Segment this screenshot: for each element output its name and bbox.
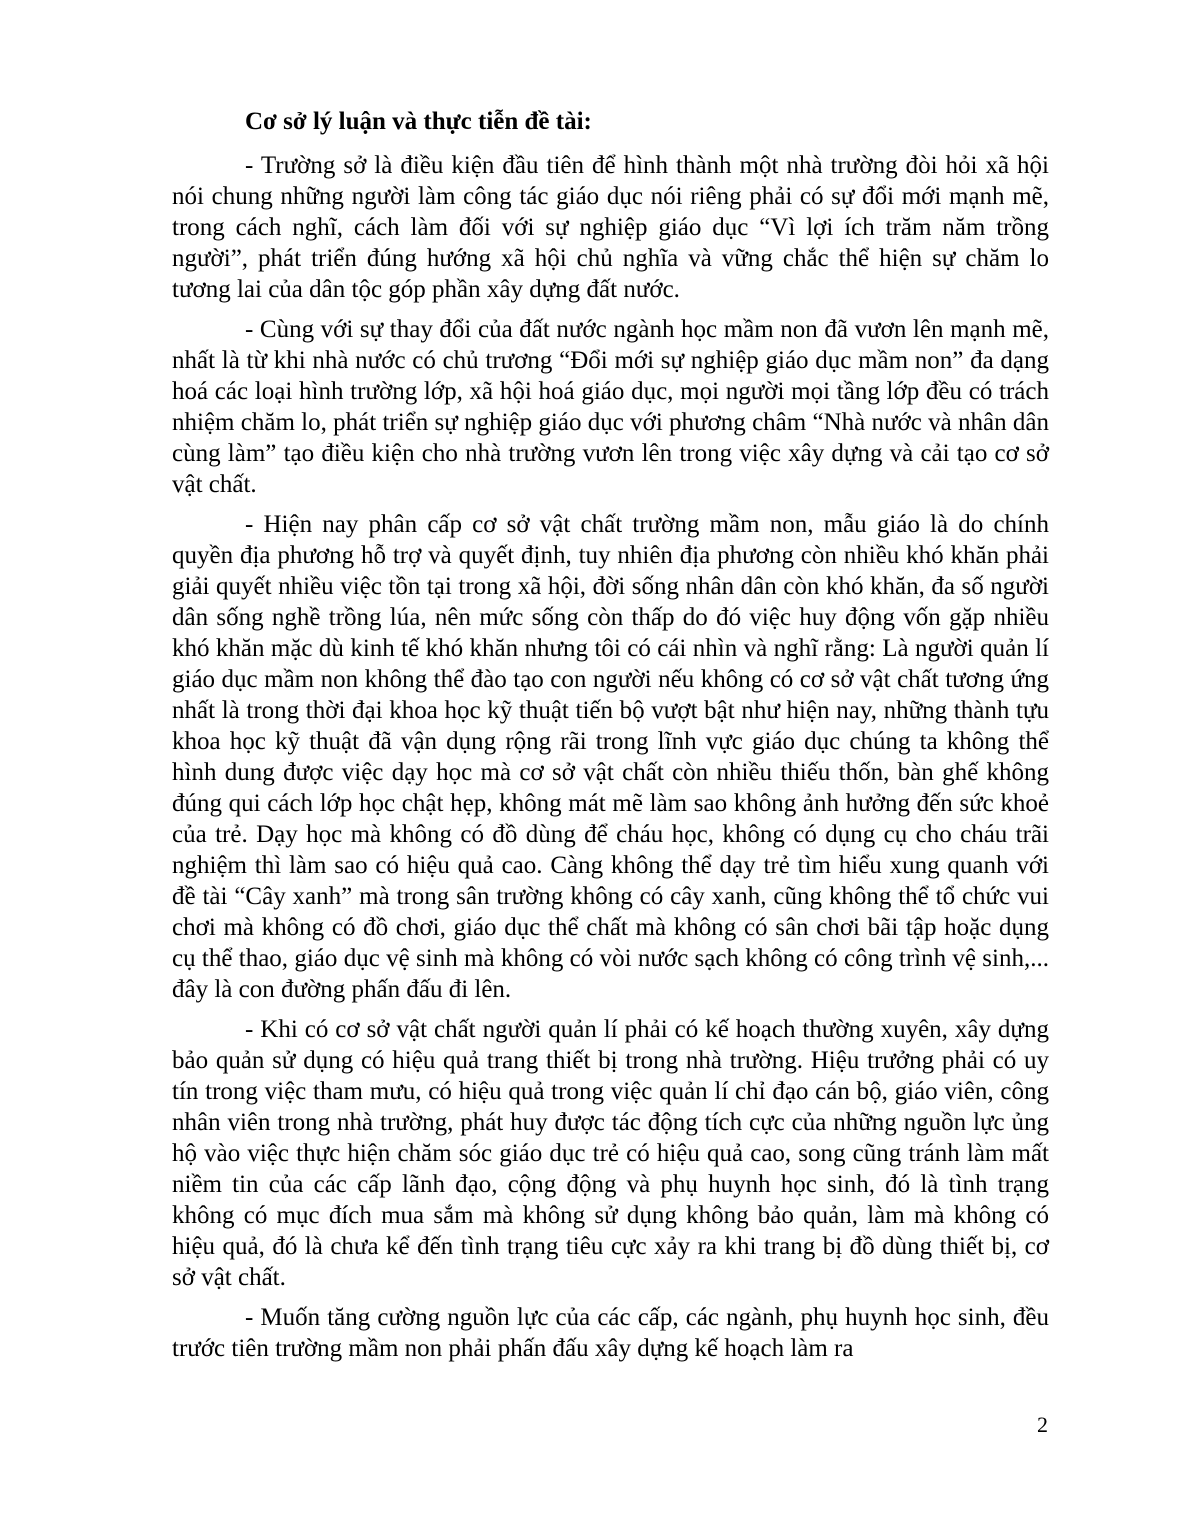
paragraph-3: - Hiện nay phân cấp cơ sở vật chất trường mầm non, mẫu giáo là do chính quyền địa phương hỗ trợ và quyết định, tuy nhiên địa phương còn nhiều khó khăn phải giải quyết nhiều việc tồn tại trong xã hội, đời sống nhân dân còn khó khăn, đa số người dân sống nghề trồng lúa, nên mức sống còn thấp do đó việc huy động vốn gặp nhiều khó khăn mặc dù kinh tế khó khăn nhưng tôi có cái nhìn và nghĩ rằng: Là người quản lí giáo dục mầm non không thể đào tạo con người nếu không có cơ sở vật chất tương ứng nhất là trong thời đại khoa học kỹ thuật tiến bộ vượt bật như hiện nay, những thành tựu khoa học kỹ thuật đã vận dụng rộng rãi trong lĩnh vực giáo dục chúng ta không thể hình dung được việc dạy học mà cơ sở vật chất còn nhiều thiếu thốn, bàn ghế không đúng qui cách lớp học chật hẹp, không mát mẽ làm sao không ảnh hưởng đến sức khoẻ của trẻ. Dạy học mà không có đồ dùng để cháu học, không có dụng cụ cho cháu trãi nghiệm thì làm sao có hiệu quả cao. Càng không thể dạy trẻ tìm hiểu xung quanh với đề tài “Cây xanh” mà trong sân trường không có cây xanh, cũng không thể tổ chức vui chơi mà không có đồ chơi, giáo dục thể chất mà không có sân chơi bãi tập hoặc dụng cụ thể thao, giáo dục vệ sinh mà không có vòi nước sạch không có công trình vệ sinh,... đây là con đường phấn đấu đi lên.	[172, 511, 1049, 1003]
paragraph-4: - Khi có cơ sở vật chất người quản lí phải có kế hoạch thường xuyên, xây dựng bảo quản sử dụng có hiệu quả trang thiết bị trong nhà trường. Hiệu trưởng phải có uy tín trong việc tham mưu, có hiệu quả trong việc quản lí chỉ đạo cán bộ, giáo viên, công nhân viên trong nhà trường, phát huy được tác động tích cực của những nguồn lực ủng hộ vào việc thực hiện chăm sóc giáo dục trẻ có hiệu quả cao, song cũng tránh làm mất niềm tin của các cấp lãnh đạo, cộng động và phụ huynh học sinh, đó là tình trạng không có mục đích mua sắm mà không sử dụng không bảo quản, làm mà không có hiệu quả, đó là chưa kể đến tình trạng tiêu cực xảy ra khi trang bị đồ dùng thiết bị, cơ sở vật chất.	[172, 1016, 1049, 1291]
paragraph-5: - Muốn tăng cường nguồn lực của các cấp, các ngành, phụ huynh học sinh, đều trước tiên trường mầm non phải phấn đấu xây dựng kế hoạch làm ra	[172, 1304, 1049, 1362]
section-heading: Cơ sở lý luận và thực tiễn đề tài:	[245, 108, 592, 135]
paragraph-2: - Cùng với sự thay đổi của đất nước ngành học mầm non đã vươn lên mạnh mẽ, nhất là từ khi nhà nước có chủ trương “Đổi mới sự nghiệp giáo dục mầm non” đa dạng hoá các loại hình trường lớp, xã hội hoá giáo dục, mọi người mọi tầng lớp đều có trách nhiệm chăm lo, phát triển sự nghiệp giáo dục với phương châm “Nhà nước và nhân dân cùng làm” tạo điều kiện cho nhà trường vươn lên trong việc xây dựng và cải tạo cơ sở vật chất.	[172, 316, 1049, 498]
paragraph-1: - Trường sở là điều kiện đầu tiên để hình thành một nhà trường đòi hỏi xã hội nói chung những người làm công tác giáo dục nói riêng phải có sự đổi mới mạnh mẽ, trong cách nghĩ, cách làm đối với sự nghiệp giáo dục “Vì lợi ích trăm năm trồng người”, phát triển đúng hướng xã hội chủ nghĩa và vững chắc thể hiện sự chăm lo tương lai của dân tộc góp phần xây dựng đất nước.	[172, 152, 1049, 303]
document-body	[172, 104, 1049, 1373]
page-number: 2	[1037, 1412, 1048, 1437]
